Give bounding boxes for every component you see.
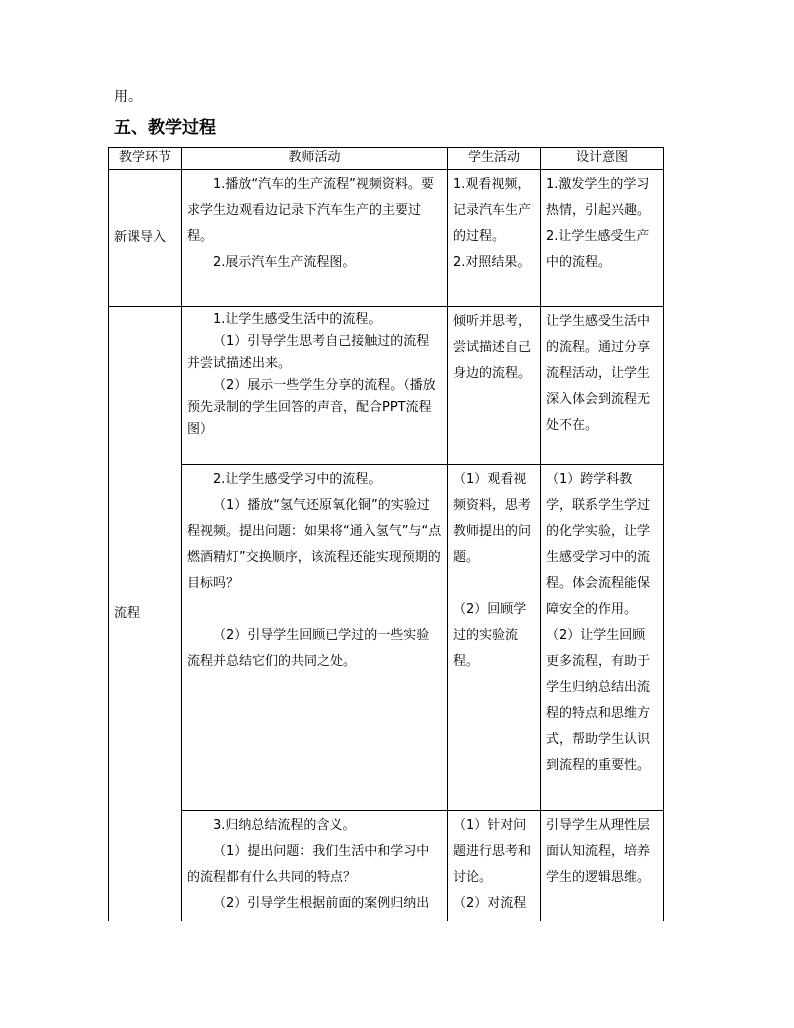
teacher-text: 2.让学生感受学习中的流程。 [213, 472, 382, 487]
intent-text: 2.让学生感受生产中的流程。 [546, 229, 650, 270]
intent-text: （2）让学生回顾更多流程，有助于学生归纳总结出流程的特点和思维方式，帮助学生认识到流程的重要性。 [546, 628, 651, 773]
student-cell [448, 465, 541, 811]
table-row [109, 307, 664, 465]
intent-text: 1.激发学生的学习热情，引起兴趣。 [546, 177, 651, 218]
table-row [109, 465, 664, 811]
teacher-text: 3.归纳总结流程的含义。 [213, 818, 356, 833]
stage-cell: 流程 [109, 307, 182, 921]
teacher-text: （2）引导学生根据前面的案例归纳出 [213, 896, 430, 911]
header-stage: 教学环节 [109, 148, 182, 170]
student-text: （1）针对问题进行思考和讨论。 [453, 818, 532, 885]
teacher-text: （1）引导学生思考自己接触过的流程并尝试描述出来。 [187, 334, 430, 371]
intent-text: 引导学生从理性层面认知流程，培养学生的逻辑思维。 [546, 818, 651, 885]
teaching-process-table [108, 147, 664, 921]
intent-cell [541, 465, 664, 811]
header-student: 学生活动 [448, 148, 541, 170]
teacher-cell [182, 465, 448, 811]
teacher-cell [182, 307, 448, 465]
section-title: 五、教学过程 [114, 118, 216, 138]
teacher-text: （2）引导学生回顾已学过的一些实验流程并总结它们的共同之处。 [187, 628, 430, 669]
student-text: （1）观看视频资料，思考教师提出的问题。 [453, 472, 532, 565]
intent-cell [541, 170, 664, 307]
header-teacher: 教师活动 [182, 148, 448, 170]
student-cell [448, 307, 541, 465]
student-text: （2）回顾学过的实验流程。 [453, 602, 527, 669]
teacher-text: 1.让学生感受生活中的流程。 [213, 312, 382, 327]
teacher-text: （1）播放“氢气还原氧化铜”的实验过程视频。提出问题：如果将“通入氢气”与“点燃酒精灯”交换顺序，该流程还能实现预期的目标吗？ [187, 498, 442, 591]
intent-cell [541, 811, 664, 921]
header-intent: 设计意图 [541, 148, 664, 170]
table-row [109, 170, 664, 307]
teacher-cell [182, 811, 448, 921]
student-text: （2）对流程 [453, 896, 527, 911]
stage-cell: 新课导入 [109, 170, 182, 307]
student-text: 倾听并思考，尝试描述自己身边的流程。 [453, 314, 532, 381]
teacher-text: 1.播放“汽车的生产流程”视频资料。要求学生边观看边记录下汽车生产的主要过程。 [187, 177, 434, 244]
table-row [109, 811, 664, 921]
teacher-cell [182, 170, 448, 307]
student-cell [448, 811, 541, 921]
table-header-row [109, 148, 664, 170]
lead-text: 用。 [114, 89, 142, 105]
student-cell [448, 170, 541, 307]
student-text: 1.观看视频，记录汽车生产的过程。 [453, 177, 532, 244]
teacher-text: （1）提出问题：我们生活中和学习中的流程都有什么共同的特点？ [187, 844, 430, 885]
intent-text: 让学生感受生活中的流程。通过分享流程活动，让学生深入体会到流程无处不在。 [546, 314, 651, 433]
teacher-text: （2）展示一些学生分享的流程。（播放预先录制的学生回答的声音，配合PPT流程图） [187, 378, 436, 437]
teacher-text: 2.展示汽车生产流程图。 [213, 255, 356, 270]
intent-text: （1）跨学科教学，联系学生学过的化学实验，让学生感受学习中的流程。体会流程能保障安全的作用。 [546, 472, 651, 617]
intent-cell [541, 307, 664, 465]
student-text: 2.对照结果。 [453, 255, 531, 270]
